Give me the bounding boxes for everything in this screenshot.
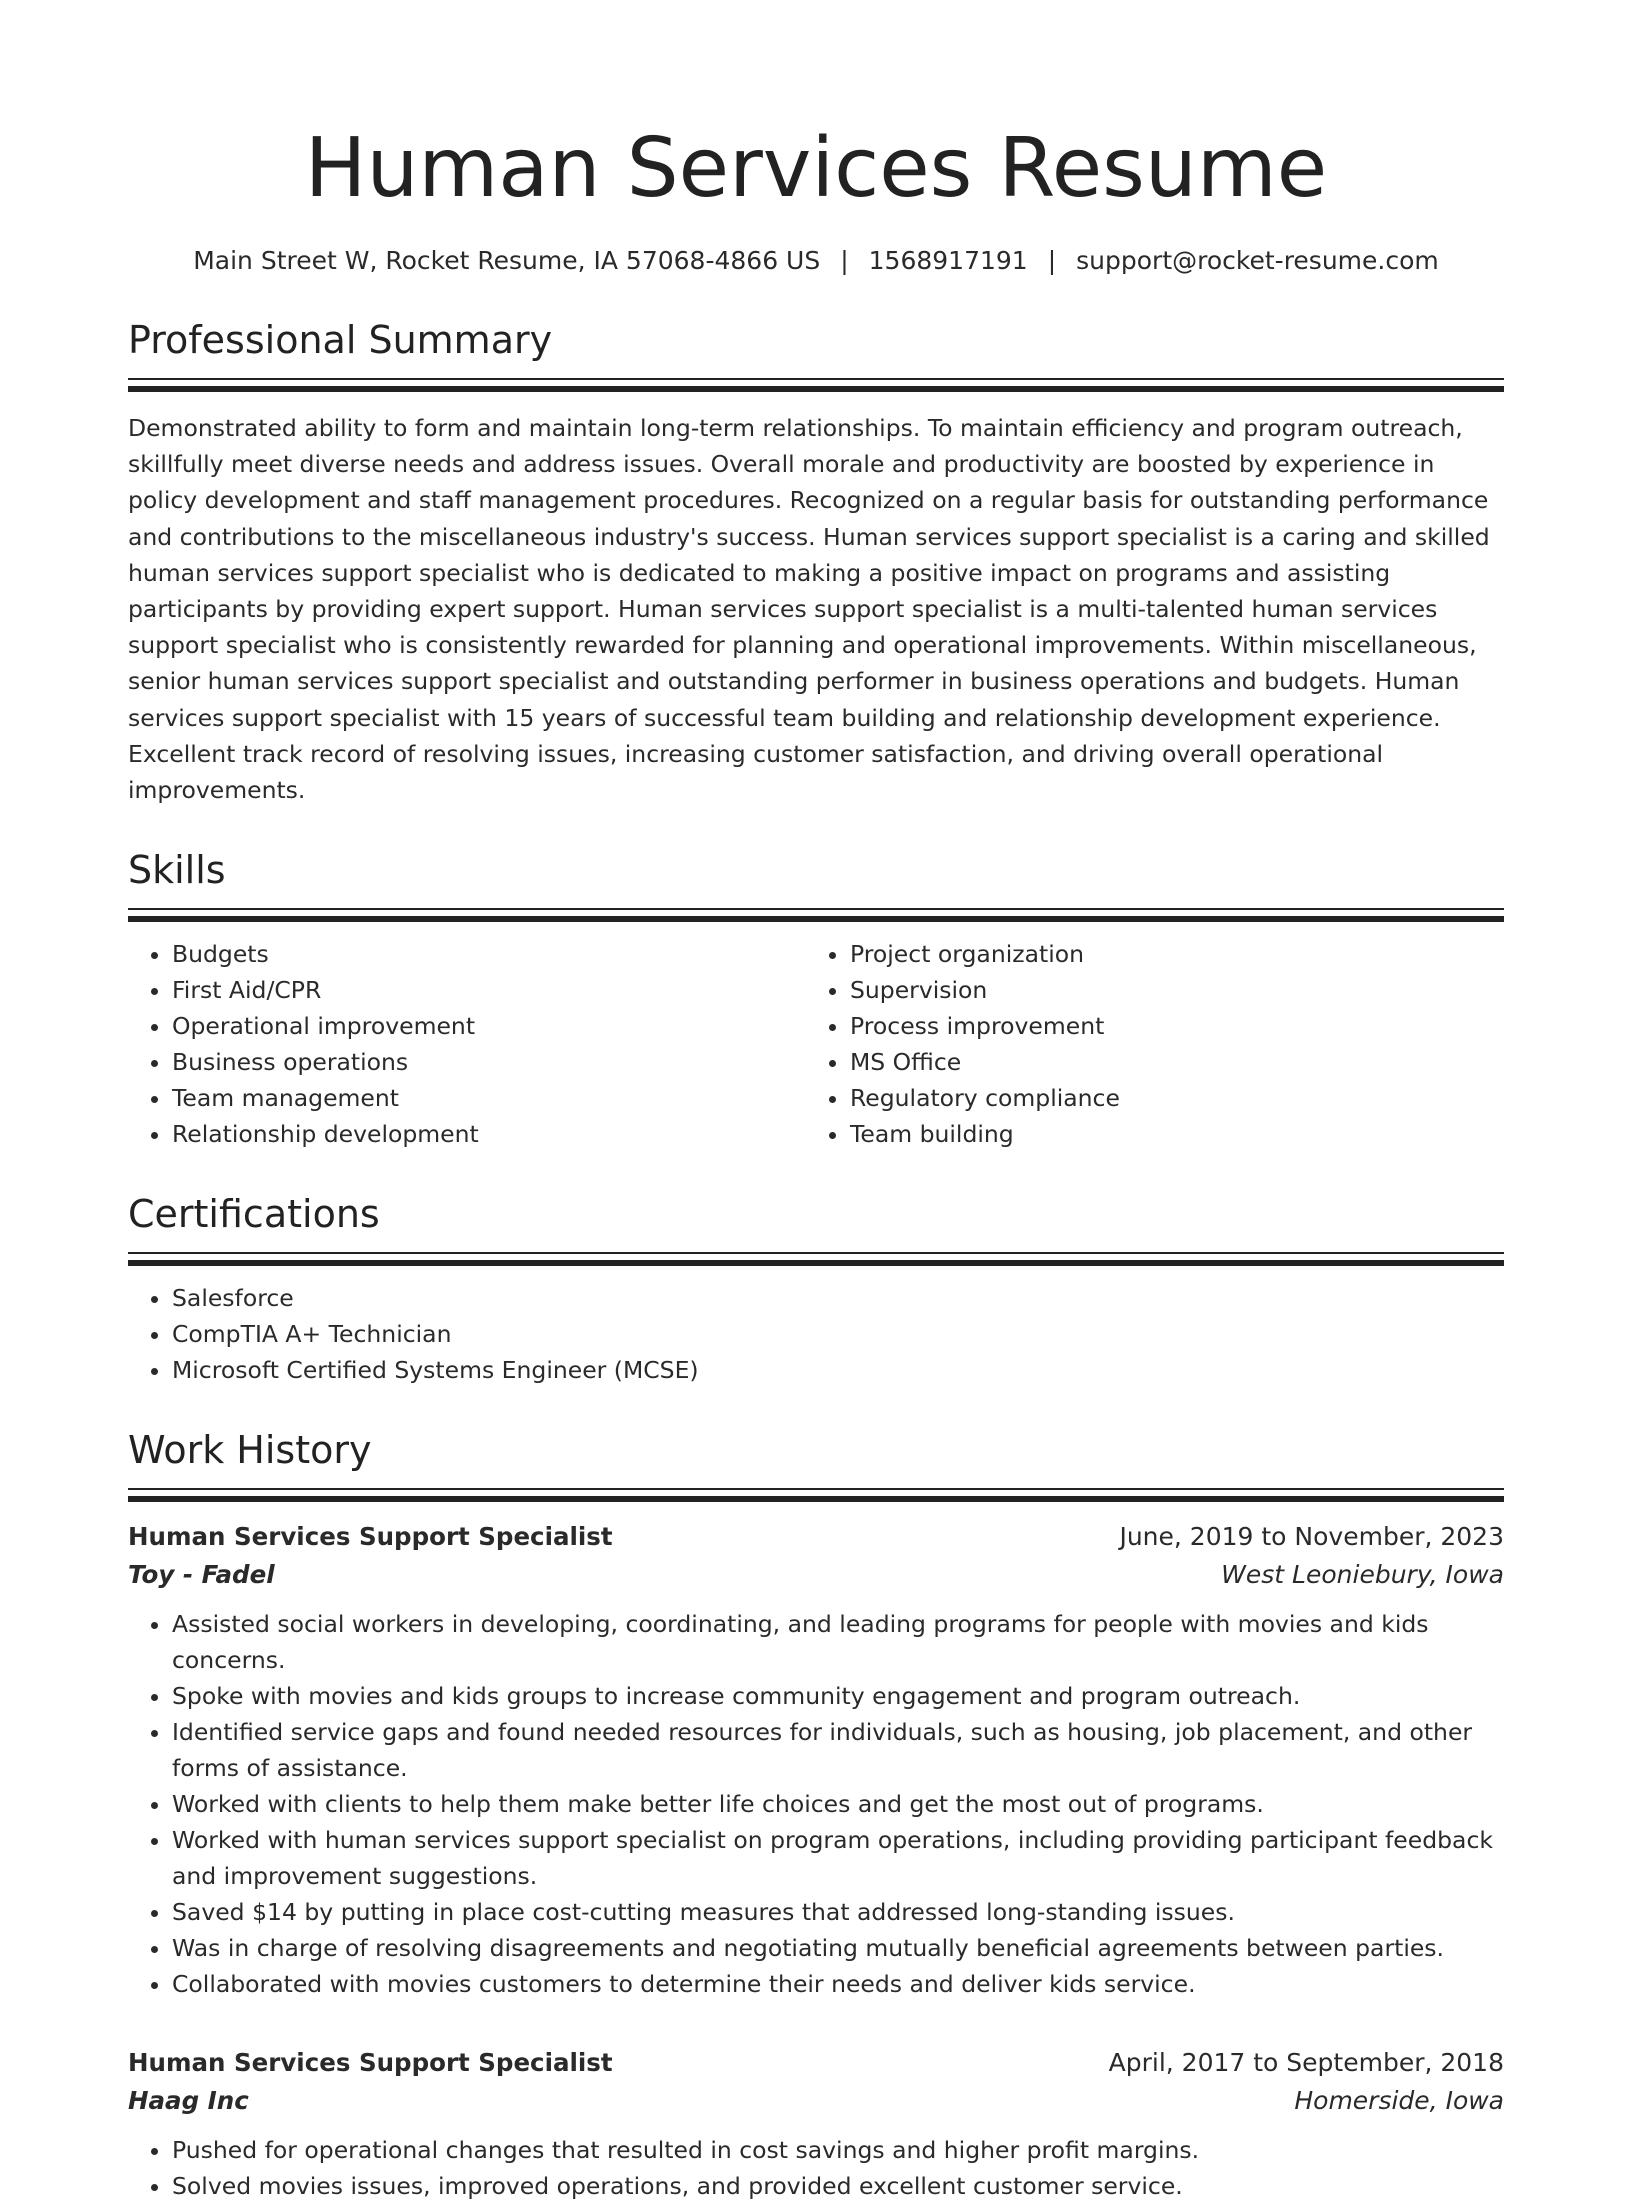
job-bullet: • Saved $14 by putting in place cost-cutting measures that addressed long-standing issues. — [172, 1894, 1504, 1930]
job-title: Human Services Support Specialist — [128, 2048, 613, 2078]
job-bullet: • Collaborated with movies customers to determine their needs and deliver kids service. — [172, 1966, 1504, 2002]
summary-text: Demonstrated ability to form and maintain long-term relationships. To maintain efficiency and program outreach, skillfully meet diverse needs and address issues. Overall morale and productivity are boosted by experience in policy development and staff management procedures. Recognized on a regular basis for outstanding performance and contributions to the miscellaneous industry's success. Human services support specialist is a caring and skilled human services support specialist who is dedicated to making a positive impact on programs and assisting participants by providing expert support. Human services support specialist is a multi-talented human services support specialist who is consistently rewarded for planning and operational improvements. Within miscellaneous, senior human services support specialist and outstanding performer in business operations and budgets. Human services support specialist with 15 years of successful team building and relationship development experience. Excellent track record of resolving issues, increasing customer satisfaction, and driving overall operational improvements. — [128, 414, 1490, 805]
skill-item: • Relationship development — [172, 1116, 806, 1152]
job-bullets — [128, 2132, 1504, 2204]
contact-phone: 1568917191 — [868, 246, 1028, 275]
skill-item: • Regulatory compliance — [850, 1080, 1484, 1116]
skill-item: • Team building — [850, 1116, 1484, 1152]
skill-item: • MS Office — [850, 1044, 1484, 1080]
job-bullet: • Solved movies issues, improved operations, and provided excellent customer service. — [172, 2168, 1504, 2204]
job-bullet: • Pushed for operational changes that resulted in cost savings and higher profit margins. — [172, 2132, 1504, 2168]
job-entry — [128, 1518, 1504, 2002]
job-entry — [128, 2044, 1504, 2204]
job-bullet: • Was in charge of resolving disagreements and negotiating mutually beneficial agreements between parties. — [172, 1930, 1504, 1966]
job-title: Human Services Support Specialist — [128, 1522, 613, 1552]
skill-item: • Business operations — [172, 1044, 806, 1080]
skill-item: • Project organization — [850, 936, 1484, 972]
contact-email[interactable]: support@rocket-resume.com — [1076, 246, 1439, 275]
skill-item: • First Aid/CPR — [172, 972, 806, 1008]
contact-address: Main Street W, Rocket Resume, IA 57068-4866 US — [193, 246, 821, 275]
job-dates: June, 2019 to November, 2023 — [1119, 1522, 1504, 1552]
work-history-heading: Work History — [128, 1428, 372, 1473]
section-divider — [128, 1488, 1504, 1502]
job-bullet: • Assisted social workers in developing, coordinating, and leading programs for people with movies and kids concerns. — [172, 1606, 1504, 1678]
job-bullet: • Spoke with movies and kids groups to increase community engagement and program outreach. — [172, 1678, 1504, 1714]
skills-list-right — [806, 936, 1484, 1152]
section-divider — [128, 908, 1504, 922]
job-bullet: • Worked with human services support specialist on program operations, including providing participant feedback and improvement suggestions. — [172, 1822, 1504, 1894]
job-bullet: • Worked with clients to help them make better life choices and get the most out of programs. — [172, 1786, 1504, 1822]
skill-item: • Budgets — [172, 936, 806, 972]
job-dates: April, 2017 to September, 2018 — [1108, 2048, 1504, 2078]
resume-title: Human Services Resume — [304, 121, 1328, 216]
certification-item: • Microsoft Certified Systems Engineer (MCSE) — [172, 1352, 1504, 1388]
summary-heading: Professional Summary — [128, 318, 553, 362]
skill-item: • Operational improvement — [172, 1008, 806, 1044]
certification-item: • Salesforce — [172, 1280, 1504, 1316]
contact-separator: | — [1047, 246, 1057, 275]
job-subheader — [128, 1556, 1504, 1594]
job-header — [128, 1518, 1504, 1556]
skills-list-left — [128, 936, 806, 1152]
certification-item: • CompTIA A+ Technician — [172, 1316, 1504, 1352]
job-header — [128, 2044, 1504, 2082]
skills-heading: Skills — [128, 848, 226, 893]
section-divider — [128, 378, 1504, 392]
job-location: West Leoniebury, Iowa — [1221, 1560, 1504, 1590]
job-bullets — [128, 1606, 1504, 2002]
job-subheader — [128, 2082, 1504, 2120]
contact-line — [128, 244, 1504, 278]
skill-item: • Team management — [172, 1080, 806, 1116]
certifications-heading: Certifications — [128, 1192, 380, 1237]
skills-columns — [128, 936, 1504, 1152]
job-company: Haag Inc — [128, 2086, 249, 2116]
job-location: Homerside, Iowa — [1294, 2086, 1504, 2116]
job-company: Toy - Fadel — [128, 1560, 275, 1590]
job-bullet: • Identified service gaps and found needed resources for individuals, such as housing, job placement, and other forms of assistance. — [172, 1714, 1504, 1786]
certifications-list — [128, 1280, 1504, 1388]
section-divider — [128, 1252, 1504, 1266]
skill-item: • Process improvement — [850, 1008, 1484, 1044]
contact-separator: | — [840, 246, 849, 275]
resume-page — [128, 0, 1504, 2204]
skill-item: • Supervision — [850, 972, 1484, 1008]
